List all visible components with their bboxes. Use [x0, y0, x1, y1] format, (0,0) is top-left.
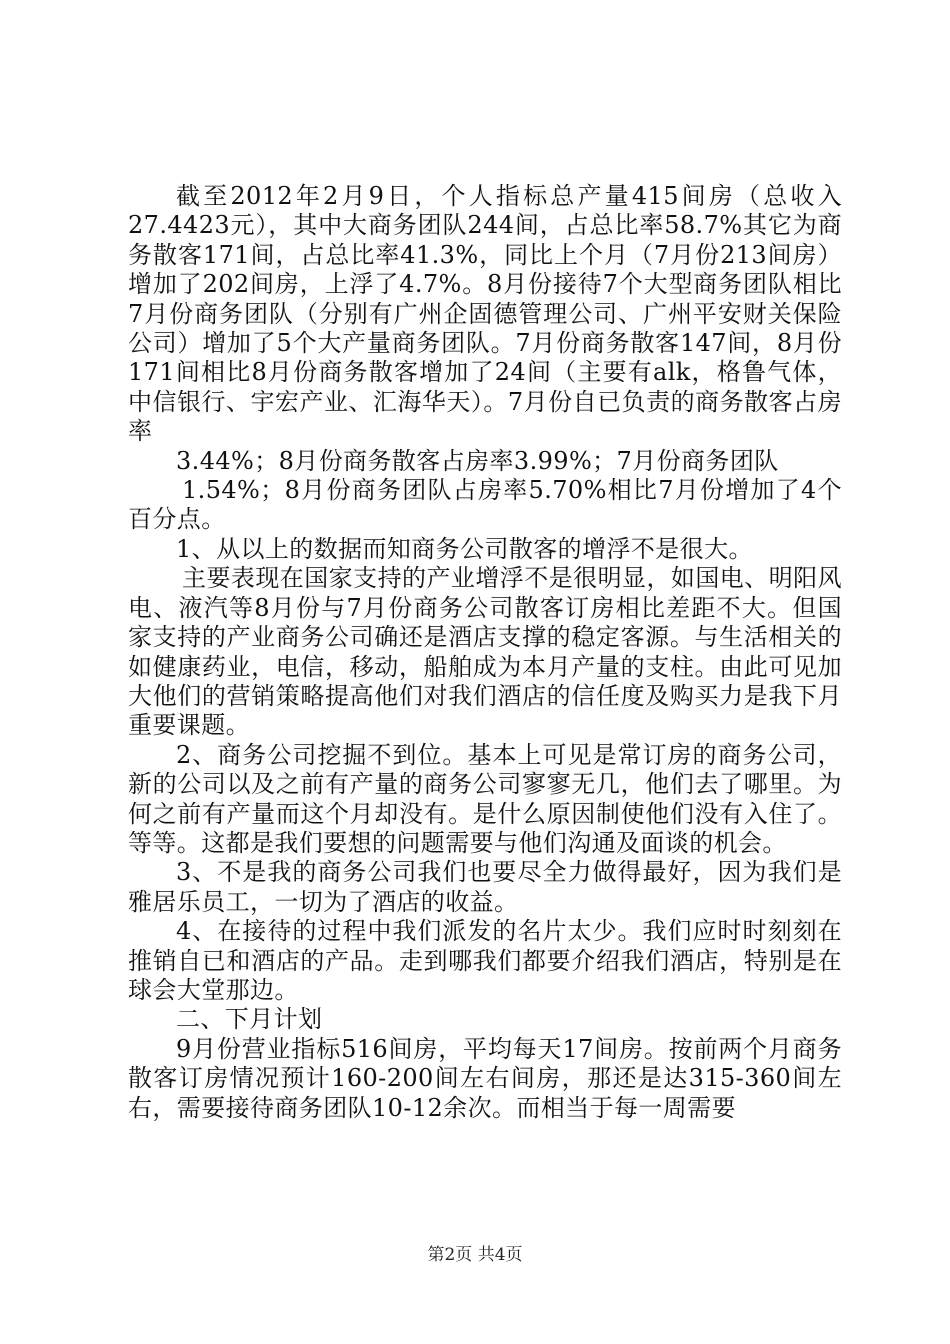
paragraph-occupancy-rate-1: 3.44%；8月份商务散客占房率3.99%；7月份商务团队: [176, 446, 779, 475]
paragraph-point-1: 1、从以上的数据而知商务公司散客的增浮不是很大。: [176, 534, 753, 563]
document-body: [128, 182, 842, 1123]
paragraph-occupancy-rate-2: 1.54%；8月份商务团队占房率5.70%相比7月份增加了4个百分点。: [128, 476, 842, 534]
paragraph-point-1-detail: 主要表现在国家支持的产业增浮不是很明显，如国电、明阳风电、液汽等8月份与7月份商务公司散客订房相比差距不大。但国家支持的产业商务公司确还是酒店支撑的稳定客源。与生活相关的如健康药业，电信，移动，船舶成为本月产量的支柱。由此可见加大他们的营销策略提高他们对我们酒店的信任度及购买力是我下月重要课题。: [128, 564, 842, 740]
paragraph-next-month-plan: 9月份营业指标516间房，平均每天17间房。按前两个月商务散客订房情况预计160-200间左右间房，那还是达315-360间左右，需要接待商务团队10-12余次。而相当于每一周需要: [128, 1034, 842, 1122]
paragraph-point-2: 2、商务公司挖掘不到位。基本上可见是常订房的商务公司，新的公司以及之前有产量的商务公司寥寥无几，他们去了哪里。为何之前有产量而这个月却没有。是什么原因制使他们没有入住了。等等。这都是我们要想的问题需要与他们沟通及面谈的机会。: [128, 740, 842, 857]
paragraph-point-3: 3、不是我的商务公司我们也要尽全力做得最好，因为我们是雅居乐员工，一切为了酒店的收益。: [128, 858, 842, 916]
paragraph-point-4: 4、在接待的过程中我们派发的名片太少。我们应时时刻刻在推销自已和酒店的产品。走到哪我们都要介绍我们酒店，特别是在球会大堂那边。: [128, 917, 842, 1004]
section-heading-next-month-plan: 二、下月计划: [176, 1005, 323, 1034]
page-number-footer: 第2页 共4页: [427, 1245, 523, 1265]
paragraph-summary: 截至2012年2月9日，个人指标总产量415间房（总收入27.4423元），其中大商务团队244间，占总比率58.7%其它为商务散客171间，占总比率41.3%，同比上个月（7月份213间房）增加了202间房，上浮了4.7%。8月份接待7个大型商务团队相比7月份商务团队（分别有广州企固德管理公司、广州平安财关保险公司）增加了5个大产量商务团队。7月份商务散客147间，8月份171间相比8月份商务散客增加了24间（主要有alk，格鲁气体，中信银行、宇宏产业、汇海华天）。7月份自已负责的商务散客占房率: [128, 182, 842, 446]
